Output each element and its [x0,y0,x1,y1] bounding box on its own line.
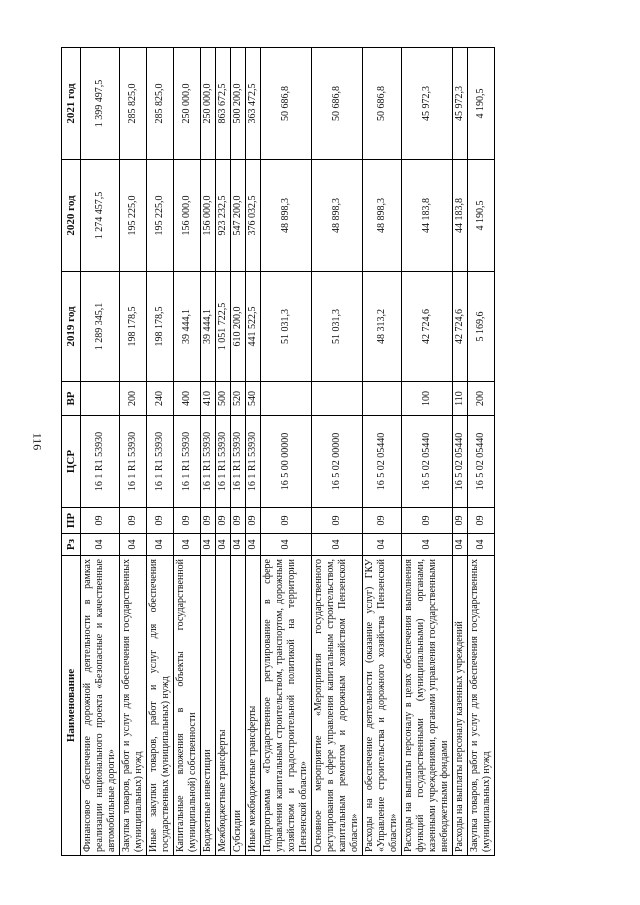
cell-pr: 09 [216,508,231,534]
cell-2019: 198 178,5 [120,272,147,382]
table-row [453,48,468,856]
cell-pr: 09 [363,508,402,534]
cell-name: Подпрограмма «Государственное регулирование в сфере управления капитальным строительством, транспортом, дорожным хозяйством и градостроительной политикой на территории Пензенской области» [261,556,312,856]
cell-2021: 50 686,8 [312,48,363,160]
cell-2019: 51 031,3 [261,272,312,382]
cell-vr: 520 [231,382,246,416]
cell-csr: 16 1 R1 53930 [231,416,246,508]
cell-rz: 04 [81,534,120,556]
cell-2020: 48 898,3 [312,160,363,272]
table-row [81,48,120,856]
cell-2020: 156 000,0 [174,160,201,272]
cell-rz: 04 [201,534,216,556]
col-header-2021: 2021 год [62,48,81,160]
cell-pr: 09 [453,508,468,534]
cell-2020: 195 225,0 [147,160,174,272]
cell-pr: 09 [261,508,312,534]
cell-csr: 16 5 02 05440 [402,416,453,508]
cell-rz: 04 [468,534,495,556]
cell-pr: 09 [174,508,201,534]
table-body [81,48,495,856]
table-row [216,48,231,856]
cell-rz: 04 [402,534,453,556]
cell-pr: 09 [246,508,261,534]
cell-2020: 48 898,3 [363,160,402,272]
cell-csr: 16 1 R1 53930 [201,416,216,508]
cell-name: Закупка товаров, работ и услуг для обеспечения государственных (муниципальных) нужд [120,556,147,856]
cell-2020: 1 274 457,5 [81,160,120,272]
header-row [62,48,81,856]
cell-csr: 16 5 00 00000 [261,416,312,508]
cell-2019: 39 444,1 [174,272,201,382]
cell-csr: 16 1 R1 53930 [120,416,147,508]
cell-csr: 16 1 R1 53930 [81,416,120,508]
cell-csr: 16 1 R1 53930 [246,416,261,508]
cell-vr: 110 [453,382,468,416]
cell-vr [261,382,312,416]
cell-name: Капитальные вложения в объекты государственной (муниципальной) собственности [174,556,201,856]
cell-name: Иные закупки товаров, работ и услуг для обеспечения государственных (муниципальных) нужд [147,556,174,856]
cell-2019: 42 724,6 [453,272,468,382]
col-header-2020: 2020 год [62,160,81,272]
cell-2020: 44 183,8 [402,160,453,272]
cell-2021: 250 000,0 [174,48,201,160]
cell-vr: 100 [402,382,453,416]
table-row [261,48,312,856]
cell-2021: 863 672,5 [216,48,231,160]
col-header-csr: ЦСР [62,416,81,508]
cell-2019: 198 178,5 [147,272,174,382]
cell-csr: 16 1 R1 53930 [174,416,201,508]
cell-name: Расходы на выплаты персоналу казенных учреждений [453,556,468,856]
cell-csr: 16 5 02 00000 [312,416,363,508]
table-row [468,48,495,856]
cell-vr: 410 [201,382,216,416]
cell-rz: 04 [363,534,402,556]
cell-name: Закупка товаров, работ и услуг для обеспечения государственных (муниципальных) нужд [468,556,495,856]
page-number: 116 [30,432,45,451]
cell-name: Расходы на обеспечение деятельности (оказание услуг) ГКУ «Управление строительства и дорожного хозяйства Пензенской области» [363,556,402,856]
col-header-pr: ПР [62,508,81,534]
cell-2019: 1 289 345,1 [81,272,120,382]
cell-pr: 09 [231,508,246,534]
cell-pr: 09 [468,508,495,534]
table-row [363,48,402,856]
cell-pr: 09 [201,508,216,534]
cell-vr [81,382,120,416]
cell-2019: 48 313,2 [363,272,402,382]
cell-pr: 09 [312,508,363,534]
cell-2019: 39 444,1 [201,272,216,382]
table-row [402,48,453,856]
cell-pr: 09 [120,508,147,534]
col-header-name: Наименование [62,556,81,856]
cell-2020: 48 898,3 [261,160,312,272]
cell-pr: 09 [402,508,453,534]
cell-rz: 04 [120,534,147,556]
table-row [174,48,201,856]
cell-2019: 51 031,3 [312,272,363,382]
cell-rz: 04 [174,534,201,556]
cell-csr: 16 1 R1 53930 [147,416,174,508]
cell-pr: 09 [81,508,120,534]
cell-2020: 376 032,5 [246,160,261,272]
col-header-vr: ВР [62,382,81,416]
cell-2021: 250 000,0 [201,48,216,160]
cell-2020: 44 183,8 [453,160,468,272]
cell-rz: 04 [231,534,246,556]
cell-csr: 16 1 R1 53930 [216,416,231,508]
cell-2020: 156 000,0 [201,160,216,272]
cell-2020: 923 232,5 [216,160,231,272]
cell-2021: 50 686,8 [261,48,312,160]
cell-rz: 04 [312,534,363,556]
cell-csr: 16 5 02 05440 [363,416,402,508]
cell-2021: 363 472,5 [246,48,261,160]
budget-table-wrapper [61,48,581,856]
cell-2019: 441 522,5 [246,272,261,382]
cell-rz: 04 [147,534,174,556]
table-row [201,48,216,856]
table-row [231,48,246,856]
col-header-rz: Рз [62,534,81,556]
cell-vr: 200 [468,382,495,416]
col-header-2019: 2019 год [62,272,81,382]
cell-vr: 200 [120,382,147,416]
cell-rz: 04 [453,534,468,556]
table-row [120,48,147,856]
cell-2021: 500 200,0 [231,48,246,160]
cell-csr: 16 5 02 05440 [468,416,495,508]
cell-name: Расходы на выплаты персоналу в целях обеспечения выполнения функций государственными (муниципальными) органами, казенными учреждениями, органами управления государственными внебюджетными фондами [402,556,453,856]
cell-vr: 240 [147,382,174,416]
cell-2020: 195 225,0 [120,160,147,272]
cell-vr: 400 [174,382,201,416]
cell-rz: 04 [261,534,312,556]
cell-2020: 4 190,5 [468,160,495,272]
cell-name: Субсидии [231,556,246,856]
table-row [246,48,261,856]
cell-vr: 540 [246,382,261,416]
cell-2021: 285 825,0 [120,48,147,160]
cell-vr [312,382,363,416]
cell-2021: 45 972,3 [453,48,468,160]
cell-2019: 42 724,6 [402,272,453,382]
cell-name: Основное мероприятие «Мероприятия государственного регулирования в сфере управления капитальным строительством, капитальным ремонтом и дорожным хозяйством Пензенской области» [312,556,363,856]
cell-2019: 5 169,6 [468,272,495,382]
table-row [147,48,174,856]
cell-2021: 45 972,3 [402,48,453,160]
cell-name: Межбюджетные трансферты [216,556,231,856]
cell-rz: 04 [246,534,261,556]
cell-csr: 16 5 02 05440 [453,416,468,508]
cell-pr: 09 [147,508,174,534]
cell-2021: 50 686,8 [363,48,402,160]
cell-2021: 285 825,0 [147,48,174,160]
table-row [312,48,363,856]
cell-2021: 1 399 497,5 [81,48,120,160]
cell-2019: 1 051 722,5 [216,272,231,382]
cell-2021: 4 190,5 [468,48,495,160]
cell-2019: 610 200,0 [231,272,246,382]
cell-2020: 547 200,0 [231,160,246,272]
cell-name: Финансовое обеспечение дорожной деятельности в рамках реализации национального проекта «Безопасные и качественные автомобильные дороги» [81,556,120,856]
cell-name: Бюджетные инвестиции [201,556,216,856]
cell-vr: 500 [216,382,231,416]
cell-vr [363,382,402,416]
budget-table [61,47,495,856]
cell-rz: 04 [216,534,231,556]
cell-name: Иные межбюджетные трансферты [246,556,261,856]
